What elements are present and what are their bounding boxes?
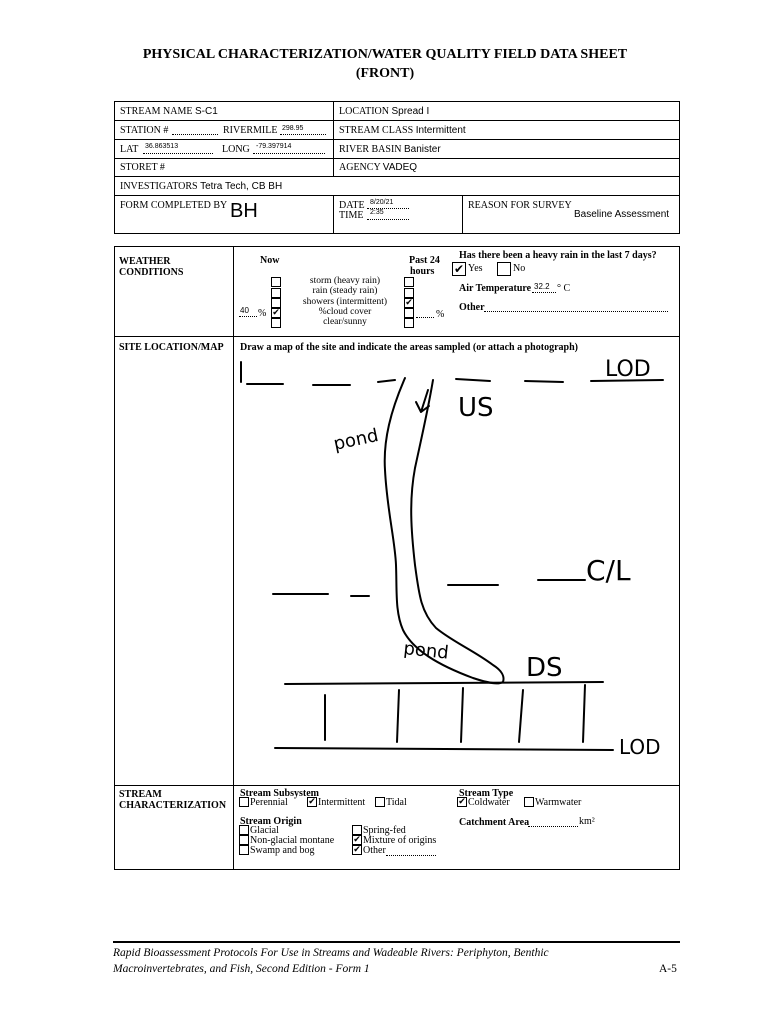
crossing-line [275,748,613,750]
station-label: STATION # [120,125,169,136]
agency-field [339,162,417,173]
stream-bank [385,378,503,683]
intermittent-checkbox[interactable]: ✔ [308,797,316,807]
coldwater-checkbox[interactable]: ✔ [458,797,466,807]
past-rain-checkbox[interactable] [404,288,414,298]
coldwater-label: Coldwater [468,797,510,808]
past24-header: Past 24 hours [409,255,440,277]
condition-label: storm (heavy rain) [309,276,381,286]
stream-type-label: Stream Type [459,788,514,799]
site-map-instruction: Draw a map of the site and indicate the areas sampled (or attach a photograph) [240,342,578,353]
stream-bank [411,380,503,682]
river-basin-field [339,144,441,155]
location-value: Spread I [391,106,430,117]
now-storm-checkbox[interactable] [271,277,281,287]
site-map-section-label: SITE LOCATION/MAP [119,342,224,353]
stream-class-value: Intermittent [415,125,466,136]
stream-class-label: STREAM CLASS [339,125,414,136]
heavy-rain-no-label: No [513,263,526,274]
cloud-past-percent: % [436,309,445,320]
other-origin-label: Other [363,845,386,856]
glacial-label: Glacial [250,825,279,836]
condition-label: rain (steady rain) [312,286,378,297]
pond-top-label: pond [331,424,381,455]
investigators-label: INVESTIGATORS [120,181,198,192]
stream-name-value: S-C1 [195,106,218,117]
location-label: LOCATION [339,106,389,117]
mixture-checkbox[interactable]: ✔ [353,835,361,845]
form-completed-value: BH [230,200,258,222]
time-label: TIME [339,210,364,221]
spring-fed-checkbox[interactable] [352,825,362,835]
storet-label: STORET # [120,162,165,173]
long-value: -79.397914 [256,143,292,150]
sketch-line [456,379,490,381]
now-clear-checkbox[interactable] [271,318,281,328]
time-value: 2:35 [370,209,384,216]
now-rain-checkbox[interactable] [271,288,281,298]
air-temp-value: 32.2 [534,282,550,291]
condition-label: %cloud cover [318,306,372,317]
tidal-label: Tidal [386,797,407,808]
non-glacial-checkbox[interactable] [239,835,249,845]
agency-label: AGENCY [339,162,381,173]
date-label: DATE [339,200,365,211]
rivermile-label: RIVERMILE [223,125,278,136]
us-label: US [458,393,494,423]
lat-value: 36.863513 [145,143,179,150]
stream-class-field [339,125,466,136]
now-cloud-checkbox[interactable]: ✔ [272,308,280,318]
now-header: Now [260,255,280,266]
lat-label: LAT [120,144,139,155]
river-basin-value: Banister [404,144,441,155]
catchment-label: Catchment Area [459,817,530,828]
page-number: A-5 [659,963,677,975]
crossing-post [519,690,523,742]
spring-fed-label: Spring-fed [363,825,406,836]
stream-name-label: STREAM NAME [120,106,193,117]
non-glacial-label: Non-glacial montane [250,835,335,846]
pond-bottom-label: pond [402,638,450,664]
site-sketch [233,350,680,785]
page-title: PHYSICAL CHARACTERIZATION/WATER QUALITY FIELD DATA SHEET [142,47,628,62]
heavy-rain-yes-checkbox[interactable]: ✔ [453,262,465,276]
river-basin-label: RIVER BASIN [339,144,402,155]
heavy-rain-question: Has there been a heavy rain in the last 7 days? [459,250,657,261]
stream-name-field [120,106,218,117]
mixture-label: Mixture of origins [363,835,437,846]
weather-section-label: WEATHER CONDITIONS [119,256,184,278]
stream-char-section-label: STREAM CHARACTERIZATION [119,789,227,811]
sketch-line [378,380,395,382]
past-clear-checkbox[interactable] [404,318,414,328]
date-value: 8/20/21 [370,199,394,206]
condition-label: clear/sunny [323,317,367,328]
reason-value: Baseline Assessment [574,209,670,220]
condition-labels [290,276,400,327]
location-field [339,106,429,117]
glacial-checkbox[interactable] [239,825,249,835]
investigators-field [120,181,282,192]
flow-arrow [416,390,429,412]
perennial-checkbox[interactable] [239,797,249,807]
past-storm-checkbox[interactable] [404,277,414,287]
investigators-value: Tetra Tech, CB BH [200,181,283,192]
crossing-post [461,688,463,742]
footer-citation-line2: Macroinvertebrates, and Fish, Second Edition - Form 1 [113,963,370,975]
agency-value: VADEQ [382,162,418,173]
rivermile-value: 298.95 [282,125,304,132]
footer-citation-line1: Rapid Bioassessment Protocols For Use in Streams and Wadeable Rivers: Periphyton, Benthic [113,947,549,959]
intermittent-label: Intermittent [318,797,366,808]
heavy-rain-yes-label: Yes [468,263,483,274]
form-completed-label: FORM COMPLETED BY [120,200,228,211]
cloud-now-value: 40 [240,306,249,315]
swamp-label: Swamp and bog [250,845,315,856]
warmwater-label: Warmwater [535,797,582,808]
now-showers-checkbox[interactable] [271,298,281,308]
other-origin-checkbox[interactable]: ✔ [353,845,361,855]
air-temp-unit: ° C [557,283,571,294]
cl-label: C/L [586,554,631,587]
reason-label: REASON FOR SURVEY [468,200,572,211]
origin-label: Stream Origin [240,816,302,827]
crossing-post [397,690,399,742]
crossing-post [583,685,585,742]
swamp-checkbox[interactable] [239,845,249,855]
condition-label: showers (intermittent) [302,296,388,307]
past-showers-checkbox[interactable]: ✔ [405,298,413,308]
lod-bottom-label: LOD [619,735,661,759]
sketch-line [525,381,563,382]
ds-label: DS [526,653,563,683]
cloud-now-percent: % [258,308,267,319]
other-label: Other [459,302,485,313]
air-temp-label: Air Temperature [459,283,532,294]
lod-top-label: LOD [605,357,651,382]
heavy-rain-no-checkbox[interactable] [497,262,511,276]
long-label: LONG [222,144,250,155]
catchment-unit: km² [579,816,595,827]
past-cloud-checkbox[interactable] [404,308,414,318]
perennial-label: Perennial [250,797,288,808]
tidal-checkbox[interactable] [375,797,385,807]
warmwater-checkbox[interactable] [524,797,534,807]
subsystem-label: Stream Subsystem [240,788,319,799]
page-subtitle: (FRONT) [355,66,415,81]
